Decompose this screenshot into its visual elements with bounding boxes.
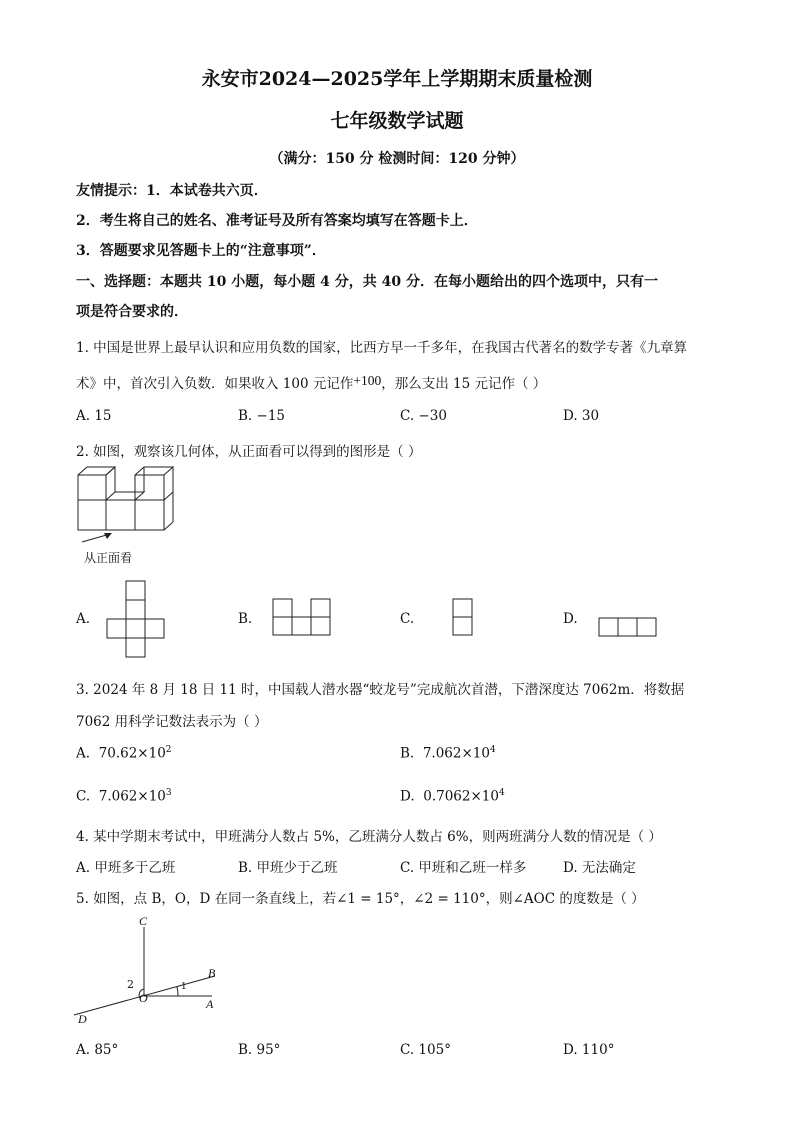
page-title: 永安市2024—2025学年上学期期末质量检测 [201,68,593,90]
q5-stem: 5. 如图，点 B，O，D 在同一条直线上，若∠1 = 15°，∠2 = 110°，则∠AOC 的度数是（ ） [76,891,645,907]
q2-arrow-label: 从正面看 [84,551,133,565]
q4-option-a: A. 甲班多于乙班 [76,860,176,876]
q2-option-a-label: A. [76,611,91,627]
q4-option-d: D. 无法确定 [563,860,636,876]
q2-option-c-figure [452,598,476,638]
q5-label-b: B [208,966,216,980]
exam-info: （满分：150 分 检测时间：120 分钟） [269,151,525,167]
q5-option-b: B. 95° [238,1042,281,1058]
q3-stem-line2: 7062 用科学记数法表示为（ ） [76,714,268,730]
q1-stem-line1: 1. 中国是世界上最早认识和应用负数的国家，比西方早一千多年，在我国古代著名的数学专著《九章算 [76,340,688,356]
section-heading-line1: 一、选择题：本题共 10 小题，每小题 4 分，共 40 分．在每小题给出的四个选项中，只有一 [76,274,658,290]
q2-solid-figure [70,462,190,552]
q5-option-c: C. 105° [400,1042,451,1058]
page-subtitle: 七年级数学试题 [330,110,464,132]
q3-option-d-label: D. [400,788,415,805]
q3-option-a [76,745,172,762]
q2-option-b-figure [272,598,334,638]
q1-option-b: B. −15 [238,408,285,424]
q1-option-d: D. 30 [563,408,600,424]
tip-2: 2．考生将自己的姓名、准考证号及所有答案均填写在答题卡上． [76,213,478,229]
q1-text-c: ，那么支出 15 元记作（ ） [381,376,547,392]
q3-option-d-base: 0.7062×10 [423,788,499,805]
q2-option-d-figure [598,617,660,639]
q4-option-b: B. 甲班少于乙班 [238,860,338,876]
q1-plus100: +100 [353,373,382,388]
q3-option-c-label: C. [76,788,91,805]
q1-stem-line2 [76,372,546,392]
q1-option-c: C. −30 [400,408,447,424]
q3-option-a-base: 70.62×10 [98,745,166,762]
q5-label-o: O [139,991,148,1005]
tip-1: 友情提示：1．本试卷共六页． [76,183,268,199]
q2-stem: 2. 如图，观察该几何体，从正面看可以得到的图形是（ ） [76,444,422,460]
q3-option-b-base: 7.062×10 [422,745,490,762]
q5-angle-2-label: 2 [127,978,134,991]
q3-option-b-exp: 4 [489,745,496,755]
q2-option-c-label: C. [400,611,415,627]
q5-label-a: A [206,997,214,1011]
q5-label-d: D [78,1012,87,1026]
q3-option-c-base: 7.062×10 [98,788,166,805]
q4-option-c: C. 甲班和乙班一样多 [400,860,527,876]
q3-option-a-exp: 2 [165,745,172,755]
q3-option-d [400,788,505,805]
q5-option-d: D. 110° [563,1042,615,1058]
q1-text-a: 术》中，首次引入负数．如果收入 100 元记作 [76,376,354,392]
tip-3: 3．答题要求见答题卡上的“注意事项”． [76,243,326,259]
section-heading-line2: 项是符合要求的． [76,304,188,320]
q3-option-c [76,788,172,805]
q3-option-d-exp: 4 [498,788,505,798]
q4-stem: 4. 某中学期末考试中，甲班满分人数占 5%，乙班满分人数占 6%，则两班满分人数的情况是（ ） [76,829,662,845]
q5-angle-1-label: 1 [181,982,187,992]
q2-option-b-label: B. [238,611,253,627]
q3-option-a-label: A. [76,745,91,762]
q5-label-c: C [139,914,148,928]
q5-option-a: A. 85° [76,1042,119,1058]
q1-option-a: A. 15 [76,408,112,424]
q2-option-a-figure [106,580,166,660]
q3-stem-line1: 3. 2024 年 8 月 18 日 11 时，中国载人潜水器“蛟龙号”完成航次首潜，下潜深度达 7062m．将数据 [76,682,685,698]
q3-option-c-exp: 3 [165,788,172,798]
q3-option-b-label: B. [400,745,415,762]
q3-option-b [400,745,496,762]
q2-option-d-label: D. [563,611,578,627]
